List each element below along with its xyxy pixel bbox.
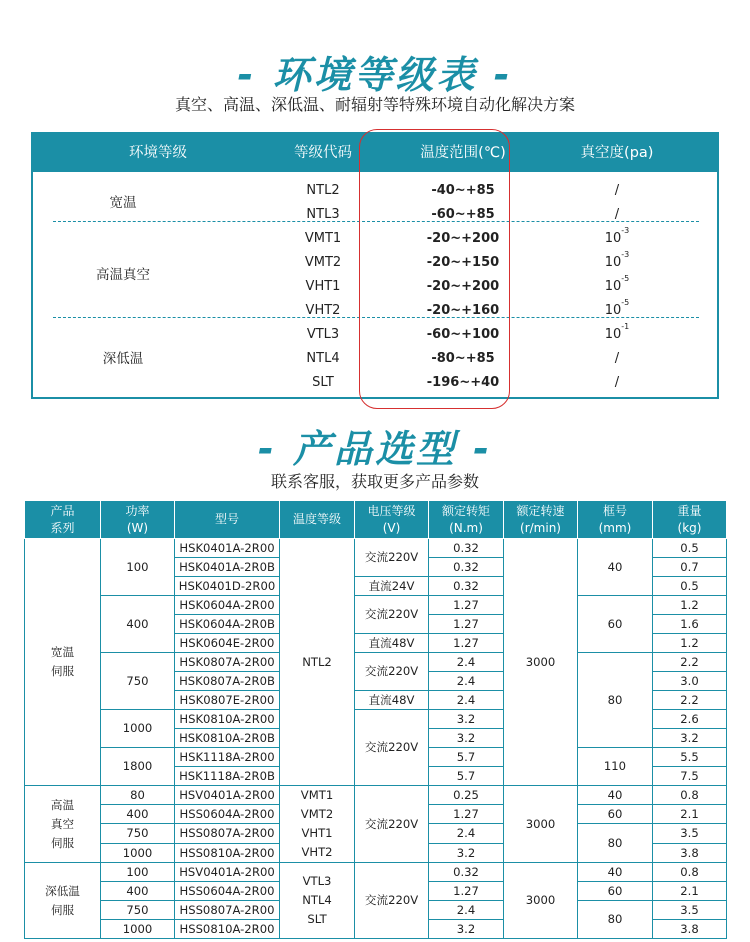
env-temp-cell: -20~+150 — [426, 255, 500, 270]
weight-cell: 5.5 — [653, 748, 727, 767]
env-header-grade: 环境等级 — [129, 145, 187, 161]
prod-header-weight: 重量 (kg) — [653, 501, 727, 539]
env-temp-cell: -20~+160 — [426, 303, 500, 318]
env-code-cell: NTL4 — [306, 351, 340, 366]
frame-cell: 110 — [578, 748, 653, 786]
frame-cell: 40 — [578, 539, 653, 596]
weight-cell: 7.5 — [653, 767, 727, 786]
env-vacuum-exponent: -3 — [621, 226, 630, 235]
weight-cell: 3.5 — [653, 824, 727, 844]
temp-grade-cell: NTL2 — [280, 539, 355, 786]
voltage-cell: 交流220V — [355, 786, 429, 863]
prod-header-temp-grade: 温度等级 — [280, 501, 355, 539]
env-code-cell: VMT2 — [304, 255, 342, 270]
frame-cell: 80 — [578, 653, 653, 748]
weight-cell: 3.0 — [653, 672, 727, 691]
model-cell: HSK0401A-2R00 — [175, 539, 280, 558]
frame-cell: 40 — [578, 863, 653, 882]
series-cell: 宽温 伺服 — [25, 539, 101, 786]
torque-cell: 3.2 — [429, 844, 504, 863]
torque-cell: 2.4 — [429, 824, 504, 844]
frame-cell: 80 — [578, 901, 653, 939]
series-cell: 高温 真空 伺服 — [25, 786, 101, 863]
env-code-cell: VHT2 — [305, 303, 341, 318]
table-row — [25, 863, 727, 882]
env-code-cell: VHT1 — [305, 279, 341, 294]
torque-cell: 1.27 — [429, 805, 504, 824]
env-vacuum-base: 10 — [604, 327, 622, 342]
env-group-name: 高温真空 — [96, 267, 150, 283]
power-cell: 100 — [101, 539, 175, 596]
env-vacuum-cell — [517, 371, 717, 395]
power-cell: 1000 — [101, 920, 175, 939]
env-temp-cell: -60~+85 — [431, 207, 495, 222]
model-cell: HSK1118A-2R00 — [175, 748, 280, 767]
env-code-cell: VTL3 — [306, 327, 340, 342]
power-cell: 1800 — [101, 748, 175, 786]
voltage-cell: 直流48V — [355, 634, 429, 653]
power-cell: 400 — [101, 805, 175, 824]
weight-cell: 3.8 — [653, 844, 727, 863]
voltage-cell: 交流220V — [355, 539, 429, 577]
env-code-cell: NTL3 — [306, 207, 340, 222]
env-vacuum-cell — [517, 347, 717, 371]
frame-cell: 60 — [578, 882, 653, 901]
series-cell: 深低温 伺服 — [25, 863, 101, 939]
torque-cell: 1.27 — [429, 634, 504, 653]
speed-cell: 3000 — [504, 786, 578, 863]
model-cell: HSS0604A-2R00 — [175, 882, 280, 901]
table-row — [25, 653, 727, 672]
prod-section-title: - 产品选型 - — [257, 427, 492, 471]
env-vacuum-base: / — [614, 207, 620, 222]
model-cell: HSK0810A-2R00 — [175, 710, 280, 729]
model-cell: HSK0604E-2R00 — [175, 634, 280, 653]
torque-cell: 1.27 — [429, 596, 504, 615]
table-row — [25, 539, 727, 558]
voltage-cell: 交流220V — [355, 653, 429, 691]
env-section-subtitle: 真空、高温、深低温、耐辐射等特殊环境自动化解决方案 — [174, 95, 575, 114]
frame-cell: 60 — [578, 805, 653, 824]
weight-cell: 0.7 — [653, 558, 727, 577]
env-vacuum-cell — [517, 299, 717, 323]
env-code-cell: SLT — [312, 375, 334, 390]
weight-cell: 0.8 — [653, 863, 727, 882]
weight-cell: 3.8 — [653, 920, 727, 939]
env-vacuum-cell — [517, 227, 717, 251]
env-vacuum-cell — [517, 179, 717, 203]
model-cell: HSV0401A-2R00 — [175, 786, 280, 805]
torque-cell: 1.27 — [429, 615, 504, 634]
torque-cell: 3.2 — [429, 920, 504, 939]
model-cell: HSK0604A-2R0B — [175, 615, 280, 634]
env-temp-cell: -80~+85 — [431, 351, 495, 366]
env-vacuum-exponent: -1 — [621, 322, 630, 331]
temperature-range-highlight — [359, 129, 510, 409]
voltage-cell: 交流220V — [355, 863, 429, 939]
prod-header-torque: 额定转矩 (N.m) — [429, 501, 504, 539]
weight-cell: 3.2 — [653, 729, 727, 748]
env-code-cell: VMT1 — [304, 231, 342, 246]
weight-cell: 2.1 — [653, 882, 727, 901]
product-selection-table — [24, 500, 727, 939]
power-cell: 750 — [101, 824, 175, 844]
model-cell: HSS0810A-2R00 — [175, 920, 280, 939]
env-temp-cell: -20~+200 — [426, 279, 500, 294]
torque-cell: 1.27 — [429, 882, 504, 901]
env-vacuum-base: 10 — [604, 279, 622, 294]
env-vacuum-exponent: -5 — [621, 274, 630, 283]
voltage-cell: 交流220V — [355, 596, 429, 634]
voltage-cell: 直流48V — [355, 691, 429, 710]
model-cell: HSS0807A-2R00 — [175, 901, 280, 920]
torque-cell: 2.4 — [429, 672, 504, 691]
model-cell: HSS0604A-2R00 — [175, 805, 280, 824]
temp-grade-cell: VMT1 VMT2 VHT1 VHT2 — [280, 786, 355, 863]
prod-header-speed: 额定转速 (r/min) — [504, 501, 578, 539]
model-cell: HSS0807A-2R00 — [175, 824, 280, 844]
env-vacuum-base: 10 — [604, 255, 622, 270]
power-cell: 1000 — [101, 844, 175, 863]
torque-cell: 0.32 — [429, 577, 504, 596]
power-cell: 80 — [101, 786, 175, 805]
power-cell: 1000 — [101, 710, 175, 748]
env-vacuum-exponent: -3 — [621, 250, 630, 259]
torque-cell: 2.4 — [429, 901, 504, 920]
weight-cell: 0.5 — [653, 539, 727, 558]
model-cell: HSV0401A-2R00 — [175, 863, 280, 882]
weight-cell: 0.5 — [653, 577, 727, 596]
env-temp-cell: -20~+200 — [426, 231, 500, 246]
env-vacuum-cell — [517, 323, 717, 347]
weight-cell: 2.6 — [653, 710, 727, 729]
prod-section-subtitle: 联系客服，获取更多产品参数 — [270, 472, 479, 491]
table-row — [25, 786, 727, 805]
torque-cell: 0.32 — [429, 863, 504, 882]
model-cell: HSK0810A-2R0B — [175, 729, 280, 748]
env-vacuum-base: / — [614, 375, 620, 390]
speed-cell: 3000 — [504, 863, 578, 939]
power-cell: 400 — [101, 882, 175, 901]
torque-cell: 2.4 — [429, 653, 504, 672]
prod-header-voltage: 电压等级 (V) — [355, 501, 429, 539]
weight-cell: 1.2 — [653, 634, 727, 653]
torque-cell: 5.7 — [429, 748, 504, 767]
env-header-code: 等级代码 — [294, 145, 352, 161]
env-group-name: 深低温 — [102, 351, 144, 367]
frame-cell: 60 — [578, 596, 653, 653]
env-temp-cell: -40~+85 — [431, 183, 495, 198]
table-row — [25, 596, 727, 615]
env-header-vacuum: 真空度(pa) — [580, 145, 654, 161]
torque-cell: 5.7 — [429, 767, 504, 786]
env-vacuum-cell — [517, 203, 717, 227]
model-cell: HSK0807A-2R0B — [175, 672, 280, 691]
prod-header-series: 产品 系列 — [25, 501, 101, 539]
torque-cell: 3.2 — [429, 710, 504, 729]
voltage-cell: 直流24V — [355, 577, 429, 596]
torque-cell: 0.25 — [429, 786, 504, 805]
env-temp-cell: -196~+40 — [426, 375, 500, 390]
weight-cell: 3.5 — [653, 901, 727, 920]
torque-cell: 0.32 — [429, 539, 504, 558]
voltage-cell: 交流220V — [355, 710, 429, 786]
model-cell: HSK0604A-2R00 — [175, 596, 280, 615]
prod-header-power: 功率 (W) — [101, 501, 175, 539]
model-cell: HSK0807E-2R00 — [175, 691, 280, 710]
env-vacuum-base: 10 — [604, 231, 622, 246]
env-vacuum-exponent: -5 — [621, 298, 630, 307]
power-cell: 750 — [101, 653, 175, 710]
env-group-name: 宽温 — [109, 195, 137, 211]
torque-cell: 0.32 — [429, 558, 504, 577]
model-cell: HSK0401D-2R00 — [175, 577, 280, 596]
env-code-cell: NTL2 — [306, 183, 340, 198]
frame-cell: 80 — [578, 824, 653, 863]
speed-cell: 3000 — [504, 539, 578, 786]
env-vacuum-cell — [517, 275, 717, 299]
frame-cell: 40 — [578, 786, 653, 805]
weight-cell: 1.6 — [653, 615, 727, 634]
env-vacuum-base: 10 — [604, 303, 622, 318]
env-header-temp: 温度范围(℃) — [420, 145, 506, 161]
torque-cell: 2.4 — [429, 691, 504, 710]
model-cell: HSK0807A-2R00 — [175, 653, 280, 672]
prod-header-model: 型号 — [175, 501, 280, 539]
temp-grade-cell: VTL3 NTL4 SLT — [280, 863, 355, 939]
weight-cell: 2.2 — [653, 653, 727, 672]
weight-cell: 2.2 — [653, 691, 727, 710]
env-temp-cell: -60~+100 — [426, 327, 500, 342]
env-vacuum-cell — [517, 251, 717, 275]
model-cell: HSK0401A-2R0B — [175, 558, 280, 577]
env-section-title: - 环境等级表 - — [237, 53, 513, 97]
model-cell: HSS0810A-2R00 — [175, 844, 280, 863]
weight-cell: 1.2 — [653, 596, 727, 615]
power-cell: 400 — [101, 596, 175, 653]
env-vacuum-base: / — [614, 183, 620, 198]
model-cell: HSK1118A-2R0B — [175, 767, 280, 786]
env-vacuum-base: / — [614, 351, 620, 366]
power-cell: 750 — [101, 901, 175, 920]
prod-header-row — [25, 501, 727, 539]
torque-cell: 3.2 — [429, 729, 504, 748]
weight-cell: 0.8 — [653, 786, 727, 805]
power-cell: 100 — [101, 863, 175, 882]
prod-header-frame: 框号 (mm) — [578, 501, 653, 539]
weight-cell: 2.1 — [653, 805, 727, 824]
